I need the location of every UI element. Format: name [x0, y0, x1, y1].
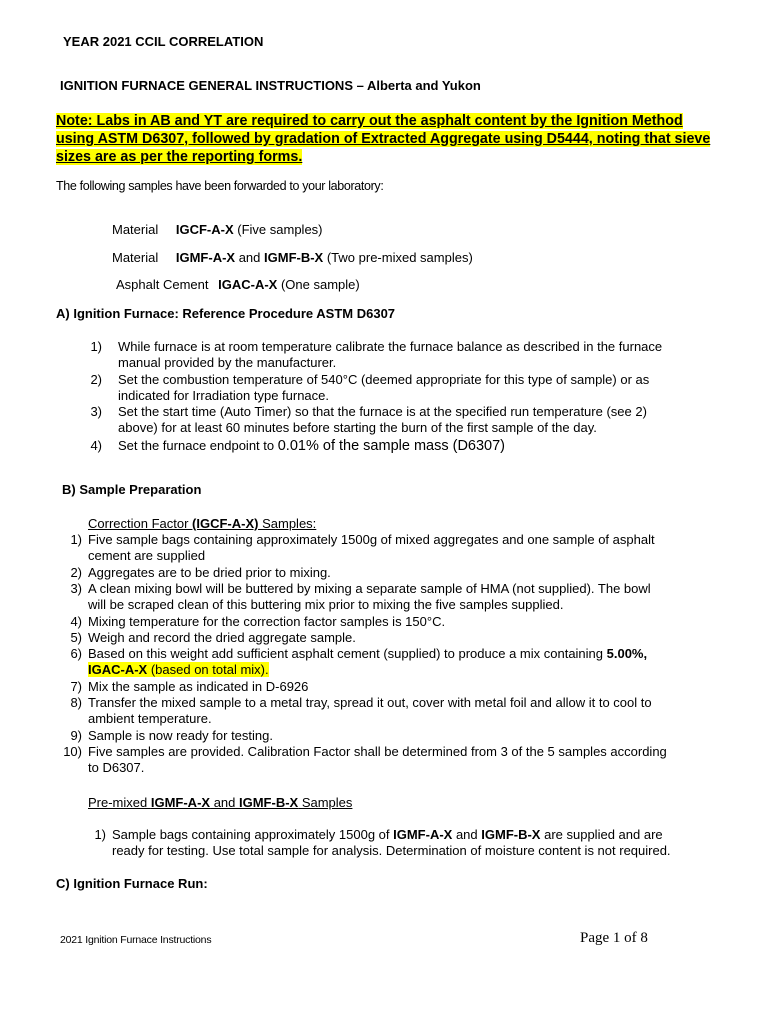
list-item — [112, 827, 671, 859]
list-item: Mix the sample as indicated in D-6926 — [88, 679, 309, 694]
list-item — [118, 372, 649, 404]
material-desc: (Two pre-mixed samples) — [323, 250, 473, 265]
section-a-heading: A) Ignition Furnace: Reference Procedure ASTM D6307 — [56, 306, 396, 321]
list-item — [88, 695, 652, 727]
material-code: IGCF-A-X — [175, 222, 234, 237]
section-b-heading: B) Sample Preparation — [62, 482, 202, 497]
section-c-heading: C) Ignition Furnace Run: — [56, 876, 208, 891]
list-number: 5) — [70, 630, 82, 645]
list-item-line: Set the furnace endpoint to — [118, 438, 278, 453]
pm-prefix: Pre-mixed — [88, 795, 151, 810]
list-number: 1) — [94, 827, 106, 842]
list-item-line: While furnace is at room temperature calibrate the furnace balance as described in the furnace — [118, 339, 663, 354]
list-number: 2) — [70, 565, 82, 580]
cf-prefix: Correction Factor — [88, 516, 193, 531]
cf-code: (IGCF-A-X) — [192, 516, 259, 531]
material-desc: (One sample) — [277, 277, 360, 292]
list-item — [88, 744, 667, 776]
endpoint-value: 0.01% of the sample mass (D6307) — [277, 438, 506, 454]
material-code: IGMF-A-X — [175, 250, 236, 265]
list-number: 3) — [70, 581, 82, 596]
page-number: Page 1 of 8 — [580, 930, 648, 946]
list-item-line: ready for testing. Use total sample for analysis. Determination of moisture content is not required. — [112, 843, 671, 858]
material-row — [112, 222, 323, 238]
list-item-line: indicated for Irradiation type furnace. — [118, 388, 330, 403]
list-item-line: Based on this weight add sufficient asphalt cement (supplied) to produce a mix containing — [88, 646, 607, 661]
list-item-line: Five sample bags containing approximately 1500g of mixed aggregates and one sample of asphalt — [88, 532, 655, 547]
list-item — [118, 339, 662, 371]
material-code: IGMF-B-X — [264, 250, 324, 265]
list-item-line: manual provided by the manufacturer. — [118, 355, 337, 370]
material-row — [112, 250, 473, 266]
list-number: 10) — [63, 744, 82, 759]
pm-and: and — [210, 795, 239, 810]
pm-code: IGMF-B-X — [481, 827, 541, 842]
list-number: 7) — [70, 679, 82, 694]
list-item-line: Set the start time (Auto Timer) so that the furnace is at the specified run temperature (see 2) — [118, 404, 647, 419]
footer-title: 2021 Ignition Furnace Instructions — [60, 934, 212, 946]
pm-and: and — [452, 827, 482, 842]
list-item-line: ambient temperature. — [88, 711, 212, 726]
list-item-line: will be scraped clean of this buttering mix prior to mixing the five samples supplied. — [88, 597, 564, 612]
list-item: Mixing temperature for the correction factor samples is 150°C. — [88, 614, 446, 629]
list-number: 9) — [70, 728, 82, 743]
asphalt-code: IGAC-A-X — [88, 662, 148, 677]
pm-code: IGMF-A-X — [150, 795, 211, 810]
premixed-heading — [88, 795, 352, 811]
material-code: IGAC-A-X — [218, 277, 278, 292]
note-line: Note: Labs in AB and YT are required to carry out the asphalt content by the Ignition Method — [56, 113, 683, 129]
pm-code: IGMF-A-X — [393, 827, 453, 842]
asphalt-percentage: 5.00%, — [606, 646, 648, 661]
pm-code: IGMF-B-X — [239, 795, 299, 810]
correction-factor-heading — [88, 516, 316, 532]
pm-suffix: Samples — [298, 795, 353, 810]
list-item — [88, 581, 651, 613]
list-item-line: Transfer the mixed sample to a metal tray, spread it out, cover with metal foil and allow it to cool to — [88, 695, 652, 710]
note-line: using ASTM D6307, followed by gradation of Extracted Aggregate using D5444, noting that sieve — [56, 131, 711, 147]
list-item-line: Sample bags containing approximately 1500g of — [112, 827, 394, 842]
list-item-line: Five samples are provided. Calibration Factor shall be determined from 3 of the 5 samples according — [88, 744, 667, 759]
document-subtitle: IGNITION FURNACE GENERAL INSTRUCTIONS – Alberta and Yukon — [60, 78, 481, 93]
document-title: YEAR 2021 CCIL CORRELATION — [63, 34, 264, 49]
list-number: 4) — [90, 438, 102, 453]
material-label: Material — [112, 222, 159, 237]
list-item-line: to D6307. — [88, 760, 145, 775]
list-number: 4) — [70, 614, 82, 629]
list-item-line: A clean mixing bowl will be buttered by mixing a separate sample of HMA (not supplied). The bowl — [88, 581, 651, 596]
material-and: and — [235, 250, 265, 265]
list-number: 1) — [70, 532, 82, 547]
list-item-line: are supplied and are — [540, 827, 663, 842]
list-item-line: Set the combustion temperature of 540°C (deemed appropriate for this type of sample) or as — [118, 372, 650, 387]
list-item — [118, 438, 505, 454]
list-item — [88, 532, 655, 564]
intro-text: The following samples have been forwarded to your laboratory: — [56, 179, 384, 193]
cf-suffix: Samples: — [258, 516, 317, 531]
list-item-line: cement are supplied — [88, 548, 206, 563]
note-line: sizes are as per the reporting forms. — [56, 149, 303, 165]
asphalt-basis: (based on total mix). — [147, 662, 269, 677]
list-number: 8) — [70, 695, 82, 710]
list-item: Sample is now ready for testing. — [88, 728, 273, 743]
list-item — [118, 404, 647, 436]
list-number: 6) — [70, 646, 82, 661]
note-block — [56, 112, 710, 166]
list-number: 1) — [90, 339, 102, 354]
list-item — [88, 646, 647, 678]
list-number: 2) — [90, 372, 102, 387]
material-label: Material — [112, 250, 159, 265]
material-row — [116, 277, 360, 293]
material-desc: (Five samples) — [233, 222, 323, 237]
list-item-line: above) for at least 60 minutes before starting the burn of the first sample of the day. — [118, 420, 597, 435]
material-label: Asphalt Cement — [116, 277, 209, 292]
list-number: 3) — [90, 404, 102, 419]
list-item: Weigh and record the dried aggregate sample. — [88, 630, 356, 645]
list-item: Aggregates are to be dried prior to mixing. — [88, 565, 331, 580]
